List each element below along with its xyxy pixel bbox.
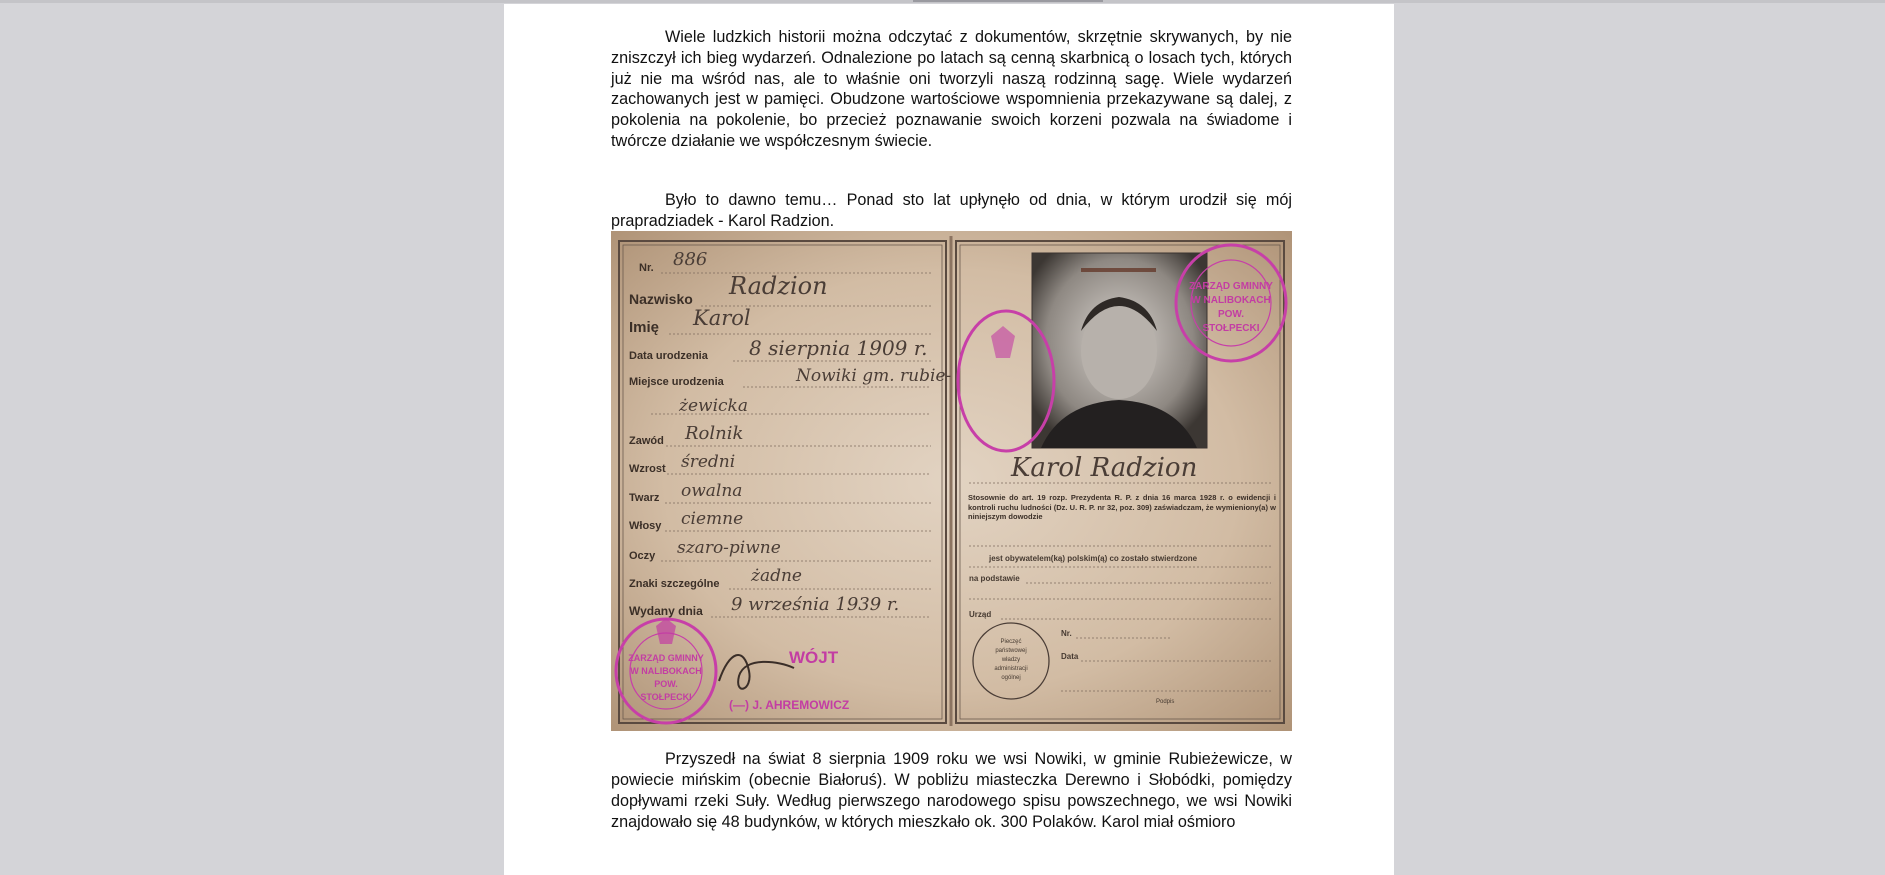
right-stamp-line-4: STOŁPECKI bbox=[1202, 323, 1260, 335]
left-stamp-line-2: W NALIBOKACH bbox=[630, 666, 702, 677]
round-seal-line-2: państwowej bbox=[995, 648, 1027, 655]
wydany-label: Wydany dnia bbox=[629, 604, 703, 619]
oczy-label: Oczy bbox=[629, 550, 656, 563]
wzrost-label: Wzrost bbox=[629, 463, 666, 476]
paragraph-birth: Przyszedł na świat 8 sierpnia 1909 roku we wsi Nowiki, w gminie Rubieżewicze, w powiecie mińskim (obecnie Białoruś). W pobliżu miasteczka Derewno i Słobódki, pomiędzy dopływami rzeki Suły. Według pierwszego narodowego spisu powszechnego, we wsi Nowiki znajdowało się 48 budynków, w których mieszkało ok. 300 Polaków. Karol miał ośmioro bbox=[611, 750, 1292, 831]
znaki-value: żadne bbox=[751, 566, 802, 587]
wlosy-label: Włosy bbox=[629, 520, 662, 533]
round-seal-line-3: władzy bbox=[1001, 657, 1021, 664]
podstawie-label: na podstawie bbox=[969, 574, 1020, 584]
wojt-stamp: WÓJT bbox=[789, 648, 839, 668]
oczy-value: szaro-piwne bbox=[677, 538, 781, 559]
statement-box bbox=[968, 493, 1276, 543]
miejsce-value-2: żewicka bbox=[679, 396, 748, 417]
twarz-label: Twarz bbox=[629, 492, 660, 505]
wojt-name: (—) J. AHREMOWICZ bbox=[729, 698, 850, 713]
wlosy-value: ciemne bbox=[681, 509, 744, 530]
obywatel-text: jest obywatelem(ką) polskim(ą) co zostało stwierdzone bbox=[989, 554, 1198, 564]
podpis-label: Podpis bbox=[1156, 699, 1175, 706]
imie-label: Imię bbox=[629, 319, 660, 337]
urzad-label: Urząd bbox=[969, 610, 992, 620]
zawod-value: Rolnik bbox=[685, 423, 744, 445]
nazwisko-label: Nazwisko bbox=[629, 291, 693, 308]
znaki-label: Znaki szczególne bbox=[629, 578, 720, 591]
right-stamp-line-1: ZARZĄD GMINNY bbox=[1189, 281, 1273, 293]
left-stamp-line-3: POW. bbox=[654, 679, 678, 690]
paragraph-intro: Wiele ludzkich historii można odczytać z dokumentów, skrzętnie skrywanych, by nie zniszczył ich bieg wydarzeń. Odnalezione po latach są cenną skarbnicą o losach tych, których już nie ma wśród nas, ale to właśnie oni tworzyli naszą rodzinną sagę. Wiele wydarzeń zachowanych jest w pamięci. Obudzone wartościowe wspomnienia przekazywane są dalej, z pokolenia na pokolenie, bo przecież poznawanie swoich korzeni pozwala na świadome i twórcze działanie we współczesnym świecie. bbox=[611, 28, 1292, 150]
miejsce-urodzenia-label: Miejsce urodzenia bbox=[629, 376, 724, 389]
document-page bbox=[504, 4, 1394, 875]
id-card-scan bbox=[611, 231, 1292, 731]
imie-value: Karol bbox=[693, 306, 751, 331]
nr-value: 886 bbox=[673, 249, 708, 271]
nr-label: Nr. bbox=[639, 262, 654, 275]
rust-mark bbox=[1081, 268, 1156, 272]
twarz-value: owalna bbox=[681, 481, 743, 502]
wydany-value: 9 września 1939 r. bbox=[731, 594, 900, 616]
round-seal-line-1: Pieczęć bbox=[1000, 639, 1022, 646]
nr2-label: Nr. bbox=[1061, 629, 1072, 639]
paragraph-ancestor: Było to dawno temu… Ponad sto lat upłynęło od dnia, w którym urodził się mój prapradziadek - Karol Radzion. bbox=[611, 190, 1292, 230]
miejsce-value-1: Nowiki gm. rubie- bbox=[796, 366, 952, 387]
right-stamp-line-3: POW. bbox=[1217, 309, 1245, 321]
nazwisko-value: Radzion bbox=[729, 272, 828, 301]
left-stamp-line-1: ZARZĄD GMINNY bbox=[628, 653, 704, 664]
wzrost-value: średni bbox=[681, 452, 736, 473]
data-urodzenia-label: Data urodzenia bbox=[629, 350, 708, 363]
id-card-image bbox=[611, 231, 1292, 731]
right-stamp-line-2: W NALIBOKACH bbox=[1191, 295, 1271, 307]
statement-text: Stosownie do art. 19 rozp. Prezydenta R. P. z dnia 16 marca 1928 r. o ewidencji i kontroli ruchu ludności (Dz. U. R. P. nr 32, poz. 309) zaświadczam, że wymieniony(a) w niniejszym dowodzie bbox=[968, 493, 1276, 522]
data2-label: Data bbox=[1061, 652, 1079, 662]
data-urodzenia-value: 8 sierpnia 1909 r. bbox=[749, 336, 928, 361]
zawod-label: Zawód bbox=[629, 435, 664, 448]
round-seal-line-5: ogólnej bbox=[1001, 675, 1021, 682]
page-content bbox=[611, 27, 1292, 833]
round-seal-line-4: administracji bbox=[994, 666, 1028, 673]
left-stamp-line-4: STOŁPECKI bbox=[640, 692, 692, 703]
scroll-indicator[interactable] bbox=[913, 0, 1103, 2]
owner-signature: Karol Radzion bbox=[1011, 453, 1198, 484]
